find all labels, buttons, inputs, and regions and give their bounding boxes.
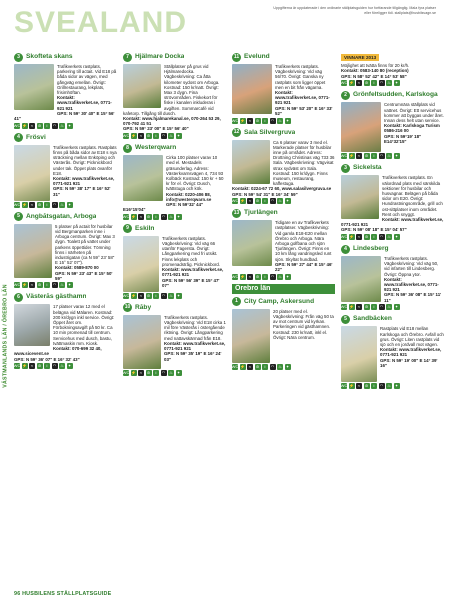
entry-contact: Kontakt: Karlskoga Turism 0586-216 00 [384, 123, 440, 134]
site-photo [341, 326, 377, 382]
power-icon: ⚡ [22, 201, 27, 207]
entry-description: Trafikverkets rastplats. Rastplats finns på båda sidor av E18 s nya sträckning mellan Enköping och Västerås. Övrigt: Picknickbord under tak. Öppet plats övanför E18. [53, 144, 117, 176]
site-photo [232, 220, 272, 266]
site-photo [341, 175, 379, 219]
entry-contact: Kontakt: www.trafikverket.se, 0771-921 921 [164, 340, 226, 352]
entry-description: Tidigare en av Trafikverkets rastplatser. Vägbeskrivning: Vid gamla E18-E20 mellan Örebro och Arboga. Nära Arboga golfbana och sjön Tjurlängen. Övrigt: Finns en 10 km lång vandringsled runt sjön. Skyltat hundbad. [275, 220, 332, 262]
entry-number: 7 [123, 53, 132, 62]
region-heading: Örebro län [232, 284, 335, 294]
water-icon: ≈ [248, 273, 252, 279]
wifi-icon: ◠ [161, 369, 166, 375]
entry-contact: Kontakt: 0220-406 88, info@westerqwarn.se [166, 191, 212, 202]
entry-name: Råby [135, 303, 152, 311]
wc-icon: WC [341, 383, 348, 389]
info-icon: i [153, 214, 159, 220]
entry-number: 6 [14, 293, 23, 302]
info-icon: i [153, 133, 159, 139]
amenity-icons [14, 282, 117, 288]
site-photo [14, 145, 50, 201]
listing-entry [232, 52, 335, 124]
amenity-icons [341, 304, 444, 310]
entry-name: City Camp, Askersund [244, 297, 315, 305]
amenity-icons [123, 133, 226, 139]
listing-entry [232, 128, 335, 205]
entry-heading [14, 292, 117, 302]
entry-heading [232, 297, 335, 307]
info-icon: i [44, 282, 50, 288]
entry-heading [341, 244, 444, 254]
site-photo [14, 224, 52, 278]
entry-description: Trafikverkets rastplats, parkering till actait. Vid E18 på båda sidor av vägen, med gångväg emellan. Övrigt: Grillrestaurang, lekplats, frisimhöftan. [57, 64, 117, 96]
entry-name: Västerås gästhamn [26, 293, 87, 301]
dog-icon: ✦ [285, 117, 290, 123]
shower-icon: ♨ [278, 198, 282, 204]
power-icon: ⚡ [131, 369, 136, 375]
info-icon: i [262, 198, 268, 204]
dog-icon: ✦ [285, 273, 290, 279]
entry-description: 5 platser på actait för husbilar vid Bergmanparken inne i Arboga centrum. Övrigt: Max 3 dygn. Toalett på vattet under parkens öppettider. Tömning finns i närheten på industrigatan (ca N 59° 23' 58" E 15° 52' 07"). [55, 223, 115, 266]
wc-icon: WC [232, 273, 239, 279]
site-photo [232, 309, 270, 363]
shower-icon: ♨ [60, 363, 64, 369]
column-2 [123, 52, 226, 584]
entry-gps: GPS: N 59° 53' 20" E 16° 33' 52" [275, 105, 333, 116]
shower-icon: ♨ [60, 201, 64, 207]
water-icon: ≈ [248, 363, 252, 369]
power-icon: ⚡ [349, 383, 354, 389]
listing-entry [14, 52, 117, 129]
header-note: Uppgifterna är uppdaterade i den ordinarie ställplatsguiden hur fortfarande tillgänglig. Mala fyra platser eller föreligger tidi. stallplats@husbilsvagn.se [273, 6, 436, 15]
entry-gps: GPS: N 59° 36' 07" E 16° 32' 43" [14, 356, 80, 362]
entry-number: 4 [14, 133, 23, 142]
entry-contact: Kontakt: 070-699 32 40, www.sicevent.se [14, 346, 102, 357]
shower-icon: ♨ [387, 234, 391, 240]
entry-contact: Kontakt: www.trafikverket.se, 0771-921 921 [57, 95, 112, 111]
entry-gps: GPS: N 59°32' 44" E16°15'04" [123, 201, 204, 213]
shower-icon: ♨ [169, 292, 173, 298]
dog-icon: ✦ [285, 198, 290, 204]
entry-description: Trafikverkets rastplats. Vägbeskrivning: Vid väg 66 utanför Fagersta. Övrigt: Långparkering med fri utsikt. Finns lekplats och promenadstråg. Picknickbord. [162, 235, 221, 267]
side-section-label [1, 86, 11, 586]
entry-description: Ca 6 platser varav 3 med el. Markerade platser för husbilar inne på området. Adress: Drottning Christinas väg 733 36 Sala. Vägbeskrivning: Vägvisat strax sydväst om Sala. Kostnad: 150 kr/dygn. Finns museum, restaurang, kaffestuga. [273, 139, 335, 187]
entry-number: 5 [341, 315, 350, 324]
dog-icon: ✦ [394, 383, 399, 389]
site-photo [341, 256, 381, 302]
site-photo [14, 304, 50, 346]
water-icon: ≈ [357, 383, 361, 389]
entry-number: 8 [123, 144, 132, 153]
wifi-icon: ◠ [52, 122, 57, 128]
power-icon: ⚡ [240, 117, 245, 123]
listing-entry [341, 244, 444, 310]
dog-icon: ✦ [285, 363, 290, 369]
wc-icon: WC [14, 201, 21, 207]
entry-heading [123, 143, 226, 153]
wc-icon: WC [14, 363, 21, 369]
info-icon: i [262, 364, 268, 370]
entry-description: Ställplatser på grus vid Hjälmaredocka. Vägbeskrivning: Ca åtta kilometer sydost om Arboga. Kostnad: 150 kr/natt. Övrigt: Max 3 dygn. Fina strövområden. Fiskekort för fiske i kanalen inkluderas i avgiften. Sommarcafé vid kafetorp. Tillgång till dusch. [123, 64, 220, 116]
info-icon: i [153, 370, 159, 376]
entry-number: 3 [341, 164, 350, 173]
entry-gps: GPS: N 59°19' 18" E14°32'15" [384, 133, 422, 144]
entry-number: 2 [341, 91, 350, 100]
shower-icon: ♨ [387, 304, 391, 310]
wifi-icon: ◠ [270, 117, 275, 123]
entry-gps: GPS: N 59° 54' 31" E 16° 34' 59" [232, 191, 298, 197]
amenity-icons [123, 214, 226, 220]
water-icon: ≈ [30, 282, 34, 288]
entry-name: Westerqwarn [135, 144, 177, 152]
dog-icon: ✦ [67, 363, 72, 369]
water-icon: ≈ [139, 292, 143, 298]
entry-heading [123, 303, 226, 313]
water-icon: ≈ [357, 153, 361, 159]
side-label-text: VÄSTMANLANDS LÄN / ÖREBRO LÄN [2, 284, 9, 388]
amenity-icons [123, 370, 226, 376]
power-icon: ⚡ [131, 292, 136, 298]
dog-icon: ✦ [67, 201, 72, 207]
wc-icon: WC [123, 292, 130, 298]
dog-icon: ✦ [394, 234, 399, 240]
power-icon: ⚡ [349, 80, 354, 86]
entry-name: Tjurlängen [244, 209, 278, 217]
info-icon: i [262, 118, 268, 124]
entry-description: Centrumnära ställplats vid vattnet. Övrigt: Ett servicehus kommer att byggas under året. Innan dess helt utan service. [384, 102, 444, 123]
entry-gps: GPS: N 59° 35' 19" E 16° 24' 03" [164, 351, 222, 362]
entry-contact: Kontakt: www.trafikverket.se, 0771-921 921 [162, 267, 224, 278]
dog-icon: ✦ [394, 80, 399, 86]
wifi-icon: ◠ [161, 133, 166, 139]
listing-entry [14, 212, 117, 289]
waste-icon: ⊘ [37, 282, 42, 288]
entry-contact: Kontakt: 0589-870 00 [55, 265, 99, 271]
entry-gps: GPS: N 58° 52' 42" E 14° 53' 58" [341, 73, 407, 79]
entry-name: Sickelsta [353, 164, 382, 172]
shower-icon: ♨ [169, 133, 173, 139]
listing-entry [232, 208, 335, 280]
wc-icon: WC [123, 369, 130, 375]
info-icon: i [371, 80, 377, 86]
entry-name: Ängbåtsgatan, Arboga [26, 212, 97, 220]
entry-heading [14, 212, 117, 222]
info-icon: i [371, 234, 377, 240]
entry-name: Sala Silvergruva [244, 128, 296, 136]
listing-entry [14, 292, 117, 369]
waste-icon: ⊘ [37, 122, 42, 128]
page-footer: 96 HUSBILENS STÄLLPLATSGUIDE [14, 590, 112, 597]
entry-contact: Kontakt: www.trafikverket.se, 0771-921 921 [384, 276, 439, 293]
entry-gps: GPS: N 59° 19' 00" E 14° 39' 16" [380, 357, 438, 368]
waste-icon: ⊘ [255, 273, 260, 279]
site-photo [123, 155, 163, 201]
water-icon: ≈ [139, 213, 143, 219]
entry-description: Rastplats vid E18 mellan Karlskoga och Örebro. Avfall och grus. Övrigt: Liten rastplats vid sjö och en jordvall mot vägen. [380, 326, 444, 347]
entry-number: 4 [341, 245, 350, 254]
water-icon: ≈ [30, 122, 34, 128]
entry-number: 13 [233, 209, 240, 216]
dog-icon: ✦ [176, 369, 181, 375]
power-icon: ⚡ [22, 122, 27, 128]
waste-icon: ⊘ [37, 201, 42, 207]
entry-name: Sandbäcken [353, 315, 392, 323]
region-title: SVEALAND [14, 6, 188, 39]
entry-number: 9 [123, 224, 132, 233]
entry-number: 11 [233, 53, 240, 60]
wc-icon: WC [123, 133, 130, 139]
wifi-icon: ◠ [270, 198, 275, 204]
shower-icon: ♨ [278, 117, 282, 123]
listing-entry [123, 303, 226, 376]
waste-icon: ⊘ [364, 153, 369, 159]
wc-icon: WC [232, 363, 239, 369]
wifi-icon: ◠ [379, 80, 384, 86]
wifi-icon: ◠ [379, 304, 384, 310]
entry-number: 12 [233, 129, 240, 136]
entry-description: Trafikverkets rastplats. En välordnad plats med särskilda sektioner för husbilar och husvagnar. Belägen på båda sidor om E20. Övrigt: Hundrastningsområde, grill och ost-sittplatser inom området. Rent och snyggt. [382, 175, 443, 217]
amenity-icons [232, 274, 335, 280]
entry-contact: Kontakt: www.trafikverket.se, 0771-921 921 [341, 216, 444, 228]
info-icon: i [371, 304, 377, 310]
wifi-icon: ◠ [379, 383, 384, 389]
entry-number: 3 [14, 53, 23, 62]
wc-icon: WC [341, 304, 348, 310]
wifi-icon: ◠ [379, 153, 384, 159]
amenity-icons [123, 293, 226, 299]
power-icon: ⚡ [240, 273, 245, 279]
shower-icon: ♨ [60, 122, 64, 128]
shower-icon: ♨ [169, 213, 173, 219]
winner-badge: VINNARE 2013 [341, 54, 379, 61]
waste-icon: ⊘ [364, 304, 369, 310]
dog-icon: ✦ [394, 304, 399, 310]
entry-contact: Kontakt: www.trafikverket.se, 0771-921 921 [275, 90, 330, 106]
shower-icon: ♨ [387, 383, 391, 389]
wifi-icon: ◠ [379, 234, 384, 240]
waste-icon: ⊘ [255, 198, 260, 204]
entry-heading [123, 224, 226, 234]
waste-icon: ⊘ [364, 234, 369, 240]
waste-icon: ⊘ [364, 80, 369, 86]
water-icon: ≈ [248, 198, 252, 204]
water-icon: ≈ [248, 117, 252, 123]
entry-gps: GPS: N 59° 27' 44" E 15° 46' 22" [275, 261, 333, 273]
entry-gps: GPS: N 59° 08' 18" E 15° 04' 57" [341, 227, 407, 233]
entry-gps: GPS: N 59° 38' 17" E 16° 52' 31" [53, 186, 111, 197]
site-photo [123, 236, 159, 292]
dog-icon: ✦ [67, 282, 72, 288]
power-icon: ⚡ [22, 363, 27, 369]
entry-number: 1 [232, 297, 241, 306]
entry-heading [232, 208, 335, 218]
amenity-icons [14, 363, 117, 369]
listing-entry [341, 163, 444, 240]
entry-description: Trafikverkets rastplats. Vägbeskrivning: Vid E18 cirka 1 mil före Västerås i östergående riktning. Övrigt: Långparkering med nattavskärmad från E18. [164, 314, 226, 341]
waste-icon: ⊘ [146, 292, 151, 298]
entry-contact: Kontakt: 0583-140 80 (reception) [341, 68, 409, 74]
site-photo [232, 140, 270, 184]
entry-contact: Kontakt: www.trafikverket.se, 0771-921 921 [380, 347, 442, 358]
wifi-icon: ◠ [52, 363, 57, 369]
shower-icon: ♨ [60, 282, 64, 288]
wc-icon: WC [14, 122, 21, 128]
wc-icon: WC [123, 213, 130, 219]
entry-heading [14, 133, 117, 143]
entry-gps: GPS: N 59° 56' 39" E 15° 47' 07" [162, 277, 220, 288]
listing-entry [123, 224, 226, 299]
waste-icon: ⊘ [37, 363, 42, 369]
shower-icon: ♨ [169, 369, 173, 375]
water-icon: ≈ [357, 234, 361, 240]
entry-description: 20 platser med el. Vägbeskrivning: Från väg 50 ta av mot centrum vid kyrkan. Parkeringen vid gästhamnen. Kostnad: 230 kr/natt, inkl el. Övrigt: Nära centrum. [273, 308, 334, 340]
entry-gps: GPS: N 59° 36' 08" E 15° 11' 11" [384, 292, 442, 303]
wifi-icon: ◠ [52, 201, 57, 207]
site-photo [123, 315, 161, 369]
amenity-icons [14, 123, 117, 129]
power-icon: ⚡ [131, 213, 136, 219]
entry-name: Frösvi [26, 133, 46, 141]
waste-icon: ⊘ [146, 213, 151, 219]
entry-contact: Kontakt: 0224-67 72 60, www.salasilvergruva.se [232, 186, 332, 192]
entry-description: Cirka 100 platser varav 10 med el. Mestadels gräsunderlag. Adress: Västerkvarnsvägen 4, 734 93 Kolbäck Kostnad: 150 kr + 50 kr för el. Övrigt: Dusch, tvättstuga och kök. [166, 155, 224, 192]
wifi-icon: ◠ [270, 363, 275, 369]
amenity-icons [232, 198, 335, 204]
dog-icon: ✦ [67, 122, 72, 128]
dog-icon: ✦ [176, 133, 181, 139]
entry-heading [341, 90, 444, 100]
amenity-icons [232, 364, 335, 370]
wc-icon: WC [14, 282, 21, 288]
water-icon: ≈ [139, 133, 143, 139]
waste-icon: ⊘ [255, 363, 260, 369]
entry-heading [14, 52, 117, 62]
wc-icon: WC [232, 117, 239, 123]
column-4 [341, 52, 444, 584]
wc-icon: WC [232, 198, 239, 204]
water-icon: ≈ [357, 80, 361, 86]
info-icon: i [371, 383, 377, 389]
entry-name: Hjälmare Docka [135, 53, 185, 60]
entry-gps: GPS: N 59° 30' 40" E 15° 56' 41" [14, 110, 115, 122]
waste-icon: ⊘ [364, 383, 369, 389]
shower-icon: ♨ [278, 363, 282, 369]
entry-name: Eskiln [135, 224, 155, 232]
site-photo [14, 64, 54, 110]
info-icon: i [153, 293, 159, 299]
dog-icon: ✦ [176, 213, 181, 219]
entry-contact: Kontakt: www.hjalmarekanal.se, 070-264 53 29, 070-792 41 51 [123, 116, 221, 127]
listing-entry [232, 297, 335, 370]
shower-icon: ♨ [387, 80, 391, 86]
amenity-icons [341, 234, 444, 240]
water-icon: ≈ [30, 363, 34, 369]
wc-icon: WC [341, 80, 348, 86]
listing-entry [123, 143, 226, 220]
entry-gps: GPS: N 59° 23' 43" E 15° 50' 59" [55, 270, 113, 281]
amenity-icons [341, 80, 444, 86]
wifi-icon: ◠ [161, 213, 166, 219]
power-icon: ⚡ [240, 198, 245, 204]
amenity-icons [341, 383, 444, 389]
entry-contact: Kontakt: www.trafikverket.se, 0771-921 921 [53, 175, 115, 187]
listing-entry [123, 52, 226, 139]
entry-name: Lindesberg [353, 245, 389, 253]
waste-icon: ⊘ [146, 133, 151, 139]
power-icon: ⚡ [349, 234, 354, 240]
shower-icon: ♨ [278, 273, 282, 279]
water-icon: ≈ [30, 201, 34, 207]
site-photo [123, 64, 161, 108]
entry-heading [341, 314, 444, 324]
wifi-icon: ◠ [270, 273, 275, 279]
power-icon: ⚡ [131, 133, 136, 139]
power-icon: ⚡ [22, 282, 27, 288]
power-icon: ⚡ [349, 304, 354, 310]
listing-entry [14, 133, 117, 208]
entry-heading [123, 52, 226, 62]
wifi-icon: ◠ [161, 292, 166, 298]
info-icon: i [44, 202, 50, 208]
waste-icon: ⊘ [255, 117, 260, 123]
dog-icon: ✦ [394, 153, 399, 159]
entry-description: Möjlighet att tvätta finns för 20 kr/h. [341, 63, 410, 69]
info-icon: i [44, 363, 50, 369]
power-icon: ⚡ [240, 363, 245, 369]
entry-number: 10 [124, 304, 131, 311]
shower-icon: ♨ [387, 153, 391, 159]
listing-entry [341, 314, 444, 389]
entry-name: Evelund [244, 53, 270, 60]
info-icon: i [44, 123, 50, 129]
entry-heading [232, 52, 335, 62]
column-3 [232, 52, 335, 584]
waste-icon: ⊘ [146, 369, 151, 375]
water-icon: ≈ [357, 304, 361, 310]
entry-heading [232, 128, 335, 138]
water-icon: ≈ [139, 369, 143, 375]
entry-heading [341, 163, 444, 173]
wc-icon: WC [341, 234, 348, 240]
entry-name: Grönfeltsudden, Karlskoga [353, 91, 438, 99]
wc-icon: WC [341, 153, 348, 159]
info-icon: i [262, 274, 268, 280]
entry-number: 5 [14, 212, 23, 221]
power-icon: ⚡ [349, 153, 354, 159]
wifi-icon: ◠ [52, 282, 57, 288]
column-1 [14, 52, 117, 584]
listing-entry [341, 90, 444, 159]
site-photo [232, 64, 272, 114]
entry-description: Trafikverkets rastplats. Vägbeskrivning: Vid väg 56/70. Övrigt: Ganska ny rastplats som ligger öppet men en bit från vägarna. [275, 64, 326, 90]
listing-entry [341, 52, 444, 86]
dog-icon: ✦ [176, 292, 181, 298]
site-photo [341, 102, 381, 152]
amenity-icons [341, 153, 444, 159]
page-header [0, 0, 450, 52]
entry-description: Trafikverkets rastplats. Vägbeskrivning: Vid väg 50, vid infarten till Lindesberg. Övrigt: Öppna ytor. [384, 256, 439, 277]
amenity-icons [232, 118, 335, 124]
entry-name: Skofteta skans [26, 53, 73, 60]
info-icon: i [371, 153, 377, 159]
entry-gps: GPS: N 59° 23' 00" E 15° 56' 40" [123, 126, 189, 132]
amenity-icons [14, 202, 117, 208]
entry-description: 17 platser varav 12 med el belägna vid Mälaren. Kostnad: 200 kr/dygn inkl service. Övrigt: Öppet året om. Förbokningsavgift på 50 kr. Ca 10 min promenad till centrum. Servicehus med dusch, bastu, tvättmaskin mm. Kiosk. [53, 304, 115, 346]
